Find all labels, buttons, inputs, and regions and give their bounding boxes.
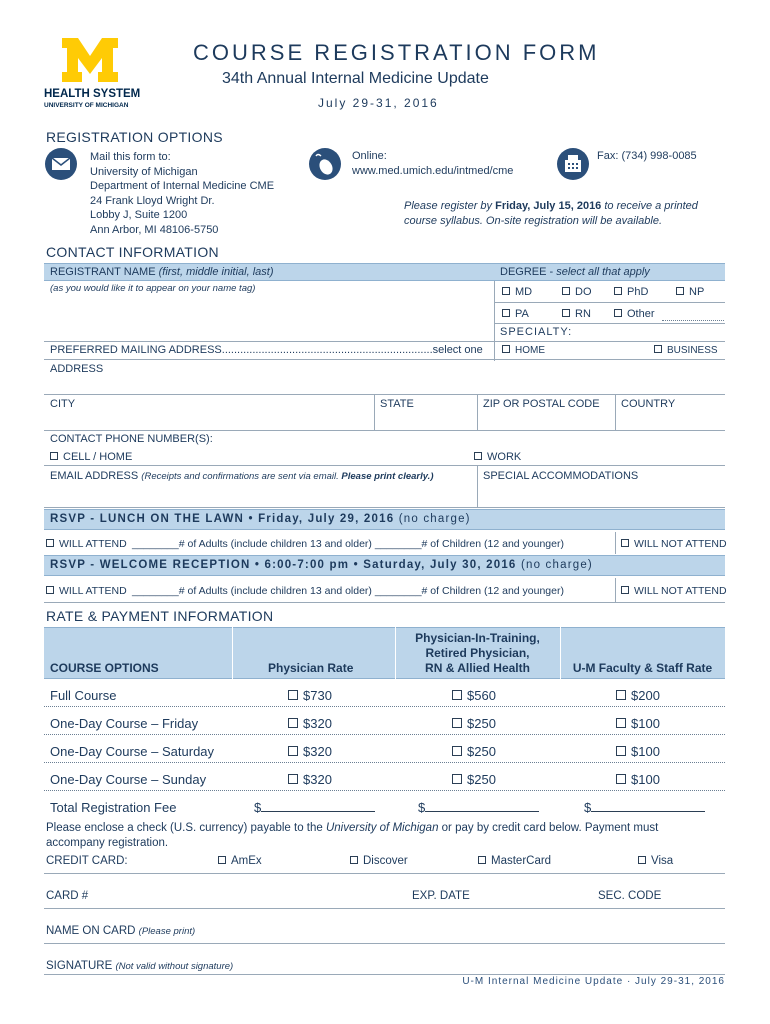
fax-icon <box>556 147 590 181</box>
degree-np-label: NP <box>689 286 705 298</box>
email-print: Please print clearly.) <box>341 471 434 482</box>
payment-note <box>46 821 726 851</box>
degree-text: DEGREE - <box>500 266 557 278</box>
degree-np[interactable] <box>676 286 704 298</box>
name-on-card-hint: (Please print) <box>138 926 196 937</box>
name-on-card-field[interactable] <box>44 909 725 943</box>
row-name: One-Day Course – Saturday <box>50 744 215 759</box>
payment-text: accompany registration. <box>46 837 169 849</box>
note-text: to receive a printed <box>601 200 698 212</box>
phone-cell-label: CELL / HOME <box>63 451 133 463</box>
card-amex-label: AmEx <box>231 855 262 867</box>
email-hint: (Receipts and confirmations are sent via email. <box>141 471 342 482</box>
degree-other[interactable] <box>614 308 655 320</box>
page-subtitle: 34th Annual Internal Medicine Update <box>222 70 489 87</box>
payment-text: or pay by credit card below. Payment must <box>438 822 659 834</box>
lunch-will-attend[interactable] <box>46 538 127 550</box>
rate-value: $560 <box>467 688 496 703</box>
mailing-home-label: HOME <box>515 345 545 356</box>
col-course-options: COURSE OPTIONS <box>50 661 159 675</box>
address-field[interactable] <box>44 360 725 394</box>
mail-line: 24 Frank Lloyd Wright Dr. <box>90 194 215 207</box>
welcome-title: RSVP - WELCOME RECEPTION • 6:00-7:00 pm • Saturday, July 30, 2016 <box>50 559 517 571</box>
rate-row <box>44 736 725 763</box>
online-label: Online: <box>352 150 387 162</box>
name-on-card-text: NAME ON CARD <box>46 925 139 937</box>
registration-heading: REGISTRATION OPTIONS <box>46 129 223 145</box>
mail-line: Department of Internal Medicine CME <box>90 180 275 192</box>
sec-code-label: SEC. CODE <box>598 890 662 902</box>
welcome-adults-children[interactable]: ________# of Adults (include children 13 and older) ________# of Children (12 and younger) <box>132 585 564 597</box>
mailing-business-label: BUSINESS <box>667 345 718 356</box>
rate-faculty-option[interactable] <box>616 688 660 703</box>
rate-value: $320 <box>303 744 332 759</box>
rate-value: $100 <box>631 772 660 787</box>
registrant-label <box>50 266 274 278</box>
online-url[interactable]: www.med.umich.edu/intmed/cme <box>352 165 514 177</box>
specialty-label: SPECIALTY: <box>500 326 573 338</box>
block-m-logo <box>60 36 120 84</box>
rate-value: $100 <box>631 744 660 759</box>
note-text: Please register by <box>404 200 496 212</box>
email-label <box>50 470 433 482</box>
pit-line: Physician-In-Training, <box>415 631 540 645</box>
rate-row <box>44 680 725 707</box>
rsvp-welcome-title <box>50 559 593 571</box>
rate-row <box>44 764 725 791</box>
rate-value: $100 <box>631 716 660 731</box>
mail-line: Lobby J, Suite 1200 <box>90 209 188 221</box>
degree-other-label: Other <box>627 308 655 320</box>
row-name: Full Course <box>50 688 117 703</box>
welcome-will-not-label: WILL NOT ATTEND <box>634 585 727 597</box>
register-deadline-note <box>404 199 698 229</box>
note-date: Friday, July 15, 2016 <box>495 200 602 212</box>
mailing-address-label: PREFERRED MAILING ADDRESS.....................................................................select one <box>50 344 483 356</box>
logo-line1: HEALTH SYSTEM <box>44 88 141 100</box>
degree-hint: select all that apply <box>556 266 650 278</box>
rate-heading: RATE & PAYMENT INFORMATION <box>46 608 274 624</box>
total-physician-field[interactable] <box>254 800 375 815</box>
rate-value: $730 <box>303 688 332 703</box>
welcome-will-attend-label: WILL ATTEND <box>59 585 127 597</box>
logo-line2: UNIVERSITY OF MICHIGAN <box>44 102 129 109</box>
degree-pa[interactable] <box>502 308 529 320</box>
lunch-adults-children[interactable]: ________# of Adults (include children 13 and older) ________# of Children (12 and younger) <box>132 538 564 550</box>
degree-rn-label: RN <box>575 308 591 320</box>
rate-value: $200 <box>631 688 660 703</box>
credit-card-label: CREDIT CARD: <box>46 855 128 867</box>
rate-value: $320 <box>303 772 332 787</box>
rate-faculty-option[interactable] <box>616 744 660 759</box>
rate-faculty-option[interactable] <box>616 716 660 731</box>
col-pit-rate <box>395 631 560 676</box>
um-logo <box>44 36 144 112</box>
exp-date-label: EXP. DATE <box>412 890 470 902</box>
welcome-note: (no charge) <box>520 559 593 571</box>
card-number-field[interactable] <box>44 874 404 908</box>
rate-pit-option[interactable] <box>452 716 496 731</box>
degree-pa-label: PA <box>515 308 529 320</box>
total-fee-row <box>44 792 725 818</box>
pit-line: Retired Physician, <box>425 646 530 660</box>
degree-other-line[interactable] <box>662 320 724 321</box>
dollar-sign: $ <box>584 800 592 815</box>
rate-pit-option[interactable] <box>452 744 496 759</box>
mailing-business[interactable] <box>654 344 718 356</box>
mailing-home[interactable] <box>502 344 545 356</box>
card-discover-label: Discover <box>363 855 408 867</box>
lunch-will-not-label: WILL NOT ATTEND <box>634 538 727 550</box>
dollar-sign: $ <box>254 800 262 815</box>
rate-row <box>44 708 725 735</box>
lunch-note: (no charge) <box>398 513 471 525</box>
card-mastercard-label: MasterCard <box>491 855 552 867</box>
lunch-title: RSVP - LUNCH ON THE LAWN • Friday, July 29, 2016 <box>50 513 395 525</box>
mail-icon <box>44 147 78 181</box>
mail-address <box>90 150 274 237</box>
rate-value: $320 <box>303 716 332 731</box>
rate-faculty-option[interactable] <box>616 772 660 787</box>
mail-line: University of Michigan <box>90 165 198 178</box>
degree-do-label: DO <box>575 286 592 298</box>
rate-pit-option[interactable] <box>452 772 496 787</box>
welcome-will-not-attend[interactable] <box>621 585 727 597</box>
mail-line: Mail this form to: <box>90 151 171 163</box>
row-name: One-Day Course – Friday <box>50 716 199 731</box>
page-title: COURSE REGISTRATION FORM <box>193 40 600 65</box>
degree-phd-label: PhD <box>627 286 649 298</box>
mail-line: Ann Arbor, MI 48106-5750 <box>90 223 219 236</box>
phone-work-label: WORK <box>487 451 522 463</box>
card-amex[interactable] <box>218 855 262 867</box>
registrant-hint: (first, middle initial, last) <box>158 266 274 278</box>
registrant-name-field[interactable] <box>44 281 494 341</box>
total-fee-label: Total Registration Fee <box>50 800 177 815</box>
rate-value: $250 <box>467 716 496 731</box>
phones-label: CONTACT PHONE NUMBER(S): <box>50 433 213 445</box>
footer: U-M Internal Medicine Update · July 29-31, 2016 <box>462 976 725 987</box>
card-visa[interactable] <box>638 855 673 867</box>
fax-number: Fax: (734) 998-0085 <box>597 150 697 162</box>
address-label: ADDRESS <box>50 363 104 375</box>
total-faculty-field[interactable] <box>584 800 705 815</box>
card-number-label: CARD # <box>46 890 89 902</box>
col-faculty-rate: U-M Faculty & Staff Rate <box>572 661 713 675</box>
degree-label <box>500 266 650 278</box>
degree-rn[interactable] <box>562 308 591 320</box>
card-discover[interactable] <box>350 855 408 867</box>
card-mastercard[interactable] <box>478 855 551 867</box>
phone-cell[interactable] <box>50 451 132 463</box>
dollar-sign: $ <box>418 800 426 815</box>
lunch-will-attend-label: WILL ATTEND <box>59 538 127 550</box>
note-text: course syllabus. On-site registration will be available. <box>404 215 663 227</box>
degree-phd[interactable] <box>614 286 648 298</box>
rate-physician-option[interactable] <box>288 772 332 787</box>
row-name: One-Day Course – Sunday <box>50 772 207 787</box>
rate-pit-option[interactable] <box>452 688 496 703</box>
zip-label: ZIP OR POSTAL CODE <box>483 398 600 410</box>
name-tag-hint: (as you would like it to appear on your name tag) <box>50 283 256 294</box>
degree-md-label: MD <box>515 286 533 298</box>
pit-line: RN & Allied Health <box>425 661 530 675</box>
signature-field[interactable] <box>44 944 725 974</box>
email-text: EMAIL ADDRESS <box>50 470 142 482</box>
registrant-text: REGISTRANT NAME <box>50 266 159 278</box>
payment-payee: University of Michigan <box>325 822 439 834</box>
signature-text: SIGNATURE <box>46 960 116 972</box>
phone-work[interactable] <box>474 451 521 463</box>
city-label: CITY <box>50 398 76 410</box>
welcome-will-attend[interactable] <box>46 585 127 597</box>
rate-physician-option[interactable] <box>288 716 332 731</box>
mouse-icon <box>308 147 342 181</box>
signature-hint: (Not valid without signature) <box>115 961 234 972</box>
payment-text: Please enclose a check (U.S. currency) payable to the <box>46 822 326 834</box>
special-accommodations-label: SPECIAL ACCOMMODATIONS <box>483 470 639 482</box>
total-pit-field[interactable] <box>418 800 539 815</box>
rsvp-lunch-title <box>50 513 471 525</box>
event-dates: July 29-31, 2016 <box>318 96 439 110</box>
card-visa-label: Visa <box>651 855 674 867</box>
degree-md[interactable] <box>502 286 532 298</box>
state-label: STATE <box>380 398 414 410</box>
lunch-will-not-attend[interactable] <box>621 538 727 550</box>
rate-value: $250 <box>467 744 496 759</box>
rate-value: $250 <box>467 772 496 787</box>
col-physician-rate: Physician Rate <box>268 661 354 675</box>
country-label: COUNTRY <box>621 398 676 410</box>
contact-heading: CONTACT INFORMATION <box>46 244 219 260</box>
rate-physician-option[interactable] <box>288 688 332 703</box>
degree-do[interactable] <box>562 286 592 298</box>
rate-physician-option[interactable] <box>288 744 332 759</box>
